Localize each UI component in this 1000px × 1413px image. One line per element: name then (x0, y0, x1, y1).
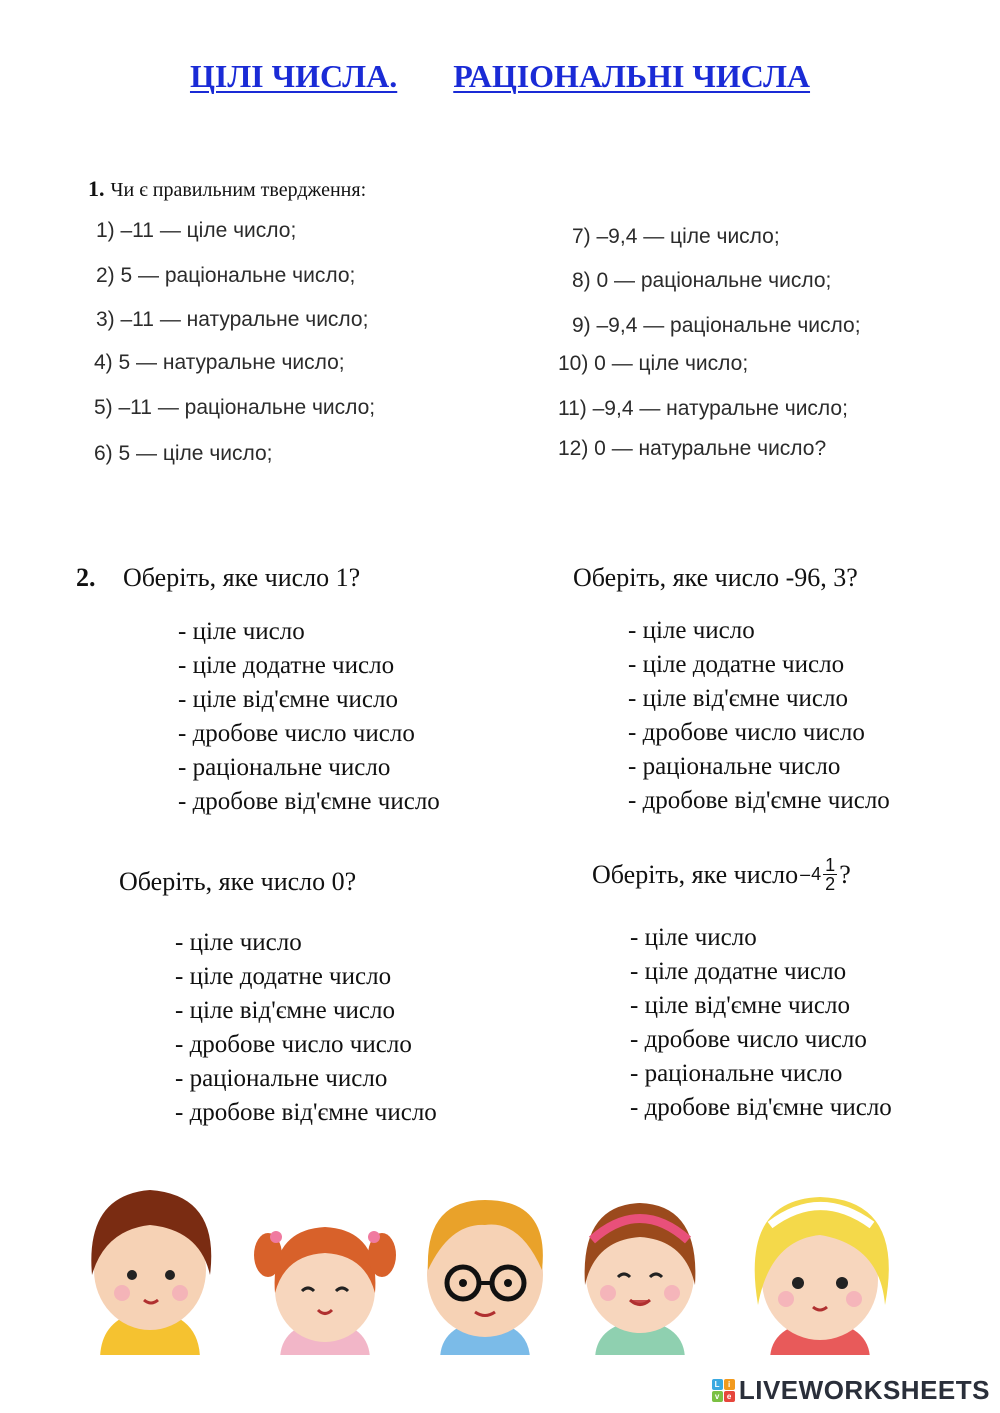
option[interactable]: - ціле від'ємне число (628, 685, 848, 712)
option[interactable]: - дробове число число (175, 1031, 412, 1058)
logo-mark-icon: L i v e (712, 1379, 735, 1402)
kid-4-illustration (585, 1203, 696, 1360)
statement-1: 1) –11 — ціле число; (96, 219, 297, 242)
question-4-end: ? (839, 859, 851, 889)
option[interactable]: - ціле число (175, 929, 302, 956)
title-part-2: РАЦІОНАЛЬНІ ЧИСЛА (453, 58, 811, 94)
kid-5-illustration (755, 1197, 889, 1360)
logo-text: LIVEWORKSHEETS (738, 1375, 990, 1405)
kid-3-illustration (427, 1200, 543, 1360)
option[interactable]: - ціле число (630, 924, 757, 951)
task2-number: 2. (76, 563, 96, 592)
option[interactable]: - ціле додатне число (628, 651, 845, 678)
statement-10: 10) 0 — ціле число; (558, 352, 749, 375)
statement-8: 8) 0 — раціональне число; (572, 269, 832, 292)
option[interactable]: - дробове число число (628, 719, 865, 746)
task1-number: 1. (88, 176, 105, 201)
fraction-denominator: 2 (825, 874, 836, 894)
kids-illustration (80, 1175, 920, 1360)
option[interactable]: - ціле додатне число (175, 963, 392, 990)
option[interactable]: - ціле від'ємне число (178, 686, 398, 713)
task1-prompt-text: Чи є правильним твердження: (110, 179, 367, 201)
statement-7: 7) –9,4 — ціле число; (572, 225, 780, 248)
options-2 (628, 614, 890, 818)
statement-6: 6) 5 — ціле число; (94, 442, 273, 465)
option[interactable]: - ціле від'ємне число (630, 992, 850, 1019)
statement-11: 11) –9,4 — натуральне число; (558, 397, 848, 420)
fraction-sign: – (800, 864, 811, 884)
kid-2-illustration (254, 1227, 396, 1360)
options-4 (630, 921, 892, 1125)
option[interactable]: - ціле від'ємне число (175, 997, 395, 1024)
statement-5: 5) –11 — раціональне число; (94, 396, 376, 419)
option[interactable]: - раціональне число (630, 1060, 843, 1087)
option[interactable]: - дробове від'ємне число (628, 787, 890, 814)
option[interactable]: - дробове число число (178, 720, 415, 747)
liveworksheets-logo (712, 1375, 990, 1406)
statement-4: 4) 5 — натуральне число; (94, 351, 345, 374)
option[interactable]: - ціле додатне число (630, 958, 847, 985)
options-3 (175, 926, 437, 1130)
option[interactable]: - дробове від'ємне число (630, 1094, 892, 1121)
option[interactable]: - ціле додатне число (178, 652, 395, 679)
question-4 (592, 856, 851, 893)
option[interactable]: - ціле число (628, 617, 755, 644)
statement-9: 9) –9,4 — раціональне число; (572, 314, 861, 337)
statement-3: 3) –11 — натуральне число; (96, 308, 369, 331)
option[interactable]: - раціональне число (178, 754, 391, 781)
statement-12: 12) 0 — натуральне число? (558, 437, 827, 460)
page-title (0, 58, 1000, 95)
options-1 (178, 615, 440, 819)
mixed-fraction (800, 856, 837, 893)
option[interactable]: - раціональне число (175, 1065, 388, 1092)
option[interactable]: - дробове від'ємне число (178, 788, 440, 815)
option[interactable]: - дробове число число (630, 1026, 867, 1053)
fraction-whole: 4 (811, 864, 822, 884)
fraction-numerator: 1 (825, 855, 836, 875)
question-2: Оберіть, яке число -96, 3? (573, 563, 858, 592)
question-1: Оберіть, яке число 1? (123, 563, 361, 592)
option[interactable]: - раціональне число (628, 753, 841, 780)
statement-2: 2) 5 — раціональне число; (96, 264, 356, 287)
question-3: Оберіть, яке число 0? (119, 867, 357, 896)
kid-1-illustration (91, 1190, 211, 1360)
title-part-1: ЦІЛІ ЧИСЛА. (189, 58, 398, 94)
question-4-text: Оберіть, яке число (592, 859, 799, 889)
task1-prompt (88, 176, 366, 202)
option[interactable]: - ціле число (178, 618, 305, 645)
option[interactable]: - дробове від'ємне число (175, 1099, 437, 1126)
